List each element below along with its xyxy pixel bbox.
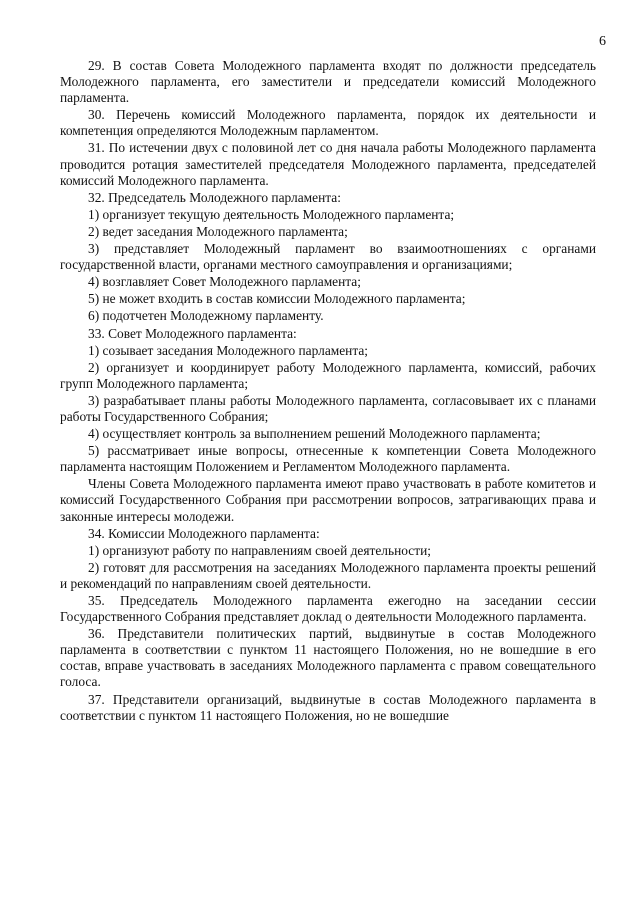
- list-item: 1) организуют работу по направлениям своей деятельности;: [88, 542, 431, 558]
- list-item: 4) осуществляет контроль за выполнением решений Молодежного парламента;: [88, 426, 541, 442]
- list-item: 5) рассматривает иные вопросы, отнесенные к компетенции Совета Молодежного парламента настоящим Положением и Регламентом Молодежного парламента.: [60, 443, 596, 475]
- paragraph: 30. Перечень комиссий Молодежного парламента, порядок их деятельности и компетенция определяются Молодежным парламентом.: [60, 107, 596, 139]
- paragraph: 35. Председатель Молодежного парламента ежегодно на заседании сессии Государственного Собрания представляет доклад о деятельности Молодежного парламента.: [60, 593, 596, 625]
- paragraph: 32. Председатель Молодежного парламента:: [88, 189, 341, 205]
- list-item: 2) ведет заседания Молодежного парламента;: [88, 223, 348, 239]
- paragraph: 36. Представители политических партий, выдвинутые в состав Молодежного парламента в соответствии с пунктом 11 настоящего Положения, но не вошедшие в его состав, вправе участвовать в заседаниях Молодежного парламента с правом совещательного голоса.: [60, 626, 596, 690]
- list-item: 2) организует и координирует работу Молодежного парламента, комиссий, рабочих групп Молодежного парламента;: [60, 359, 596, 391]
- list-item: 1) организует текущую деятельность Молодежного парламента;: [88, 206, 455, 222]
- list-item: 5) не может входить в состав комиссии Молодежного парламента;: [88, 291, 466, 307]
- paragraph: 34. Комиссии Молодежного парламента:: [88, 525, 320, 541]
- list-item: 4) возглавляет Совет Молодежного парламента;: [88, 274, 361, 290]
- paragraph: 33. Совет Молодежного парламента:: [88, 325, 297, 341]
- list-item: 1) созывает заседания Молодежного парламента;: [88, 342, 369, 358]
- list-item: 6) подотчетен Молодежному парламенту.: [88, 308, 324, 324]
- list-item: 3) разрабатывает планы работы Молодежного парламента, согласовывает их с планами работы Государственного Собрания;: [60, 392, 596, 424]
- document-body: [60, 58, 596, 725]
- paragraph: 37. Представители организаций, выдвинутые в состав Молодежного парламента в соответствии с пунктом 11 настоящего Положения, но не вошедшие: [60, 691, 596, 723]
- paragraph: 29. В состав Совета Молодежного парламента входят по должности председатель Молодежного парламента, его заместители и председатели комиссий Молодежного парламента.: [60, 58, 596, 106]
- paragraph: 31. По истечении двух с половиной лет со дня начала работы Молодежного парламента проводится ротация заместителей председателя Молодежного парламента, председателей комиссий Молодежного парламента.: [60, 140, 596, 188]
- paragraph: Члены Совета Молодежного парламента имеют право участвовать в работе комитетов и комиссий Государственного Собрания при рассмотрении вопросов, затрагивающих права и законные интересы молодежи.: [60, 476, 596, 524]
- page-number: 6: [599, 34, 606, 49]
- list-item: 3) представляет Молодежный парламент во взаимоотношениях с органами государственной власти, органами местного самоуправления и организациями;: [60, 241, 596, 273]
- list-item: 2) готовят для рассмотрения на заседаниях Молодежного парламента проекты решений и рекомендаций по направлениям своей деятельности.: [60, 559, 596, 591]
